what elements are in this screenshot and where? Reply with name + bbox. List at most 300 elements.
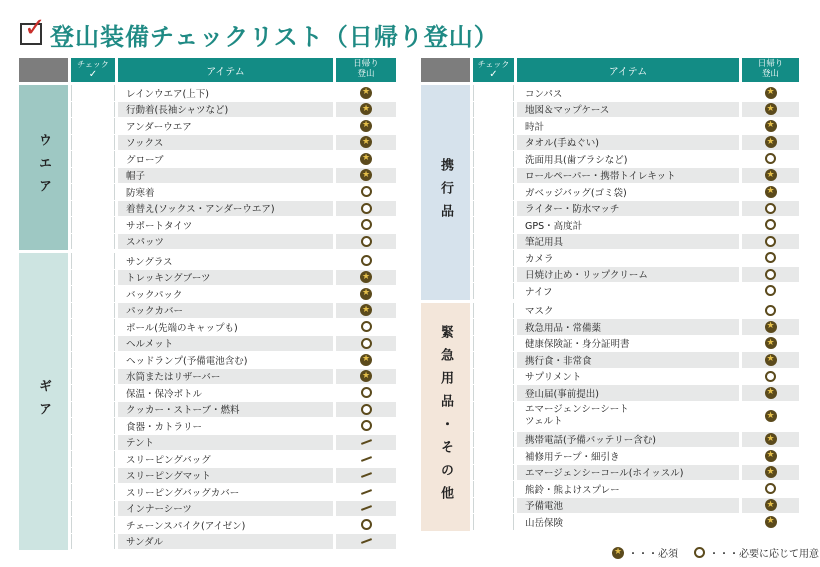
item-name: 着替え(ソックス・アンダーウエア) — [118, 201, 333, 217]
table-row — [470, 336, 799, 353]
right-header-row — [421, 58, 799, 82]
item-name: 洗面用具(歯ブラシなど) — [517, 151, 739, 167]
ring-icon — [361, 186, 372, 197]
item-name: 携帯電話(予備バッテリー含む) — [517, 432, 739, 448]
table-row — [68, 286, 396, 303]
check-cell[interactable] — [473, 385, 514, 401]
item-name: クッカー・ストーブ・燃料 — [118, 402, 333, 418]
ring-icon — [361, 236, 372, 247]
ring-icon — [361, 203, 372, 214]
day-trip-mark-cell — [336, 201, 396, 217]
check-cell[interactable] — [71, 534, 115, 550]
day-trip-mark-cell — [336, 385, 396, 401]
day-trip-mark-cell — [742, 201, 799, 217]
star-icon: ★ — [766, 120, 775, 131]
header-day-label-2: 登山 — [761, 69, 779, 79]
day-trip-mark-cell — [742, 369, 799, 385]
header-category-cell — [421, 58, 470, 82]
table-row — [470, 184, 799, 201]
header-check-cell — [71, 58, 115, 82]
item-name: ライター・防水マッチ — [517, 201, 739, 217]
ring-icon — [765, 203, 776, 214]
day-trip-mark-cell — [336, 517, 396, 533]
check-cell[interactable] — [71, 451, 115, 467]
section-emergency — [421, 303, 799, 531]
check-cell[interactable] — [71, 468, 115, 484]
check-cell[interactable] — [71, 151, 115, 167]
star-icon: ★ — [766, 136, 775, 147]
day-trip-mark-cell — [742, 432, 799, 448]
table-row — [470, 498, 799, 515]
day-trip-mark-cell — [336, 151, 396, 167]
check-cell[interactable] — [71, 270, 115, 286]
item-name: カメラ — [517, 250, 739, 266]
table-row — [68, 118, 396, 135]
check-cell[interactable] — [71, 118, 115, 134]
page-title: 登山装備チェックリスト（日帰り登山） — [50, 22, 499, 51]
category-gear: ギア — [19, 253, 68, 550]
page-title-area — [20, 13, 499, 52]
table-row — [68, 468, 396, 485]
table-row — [68, 234, 396, 251]
item-name: マスク — [517, 303, 739, 319]
item-name: レインウエア(上下) — [118, 85, 333, 101]
item-name: 筆記用具 — [517, 234, 739, 250]
dash-icon — [360, 456, 371, 462]
check-cell[interactable] — [473, 267, 514, 283]
day-trip-mark-cell — [336, 270, 396, 286]
day-trip-mark-cell — [742, 168, 799, 184]
table-row — [470, 514, 799, 531]
header-item-cell: アイテム — [118, 58, 333, 82]
day-trip-mark-cell — [336, 85, 396, 101]
table-row — [470, 303, 799, 320]
day-trip-mark-cell — [742, 217, 799, 233]
table-row — [68, 451, 396, 468]
item-name: 地図＆マップケース — [517, 102, 739, 118]
check-cell[interactable] — [71, 201, 115, 217]
table-row — [470, 85, 799, 102]
item-name: ナイフ — [517, 283, 739, 299]
left-table — [19, 58, 400, 550]
item-name: チェーンスパイク(アイゼン) — [118, 517, 333, 533]
item-name: 熊鈴・熊よけスプレー — [517, 481, 739, 497]
check-cell[interactable] — [473, 217, 514, 233]
item-name: スパッツ — [118, 234, 333, 250]
day-trip-mark-cell — [742, 481, 799, 497]
gear-rows — [68, 253, 396, 550]
table-row — [68, 253, 396, 270]
category-emergency: 緊急用品・その他 — [421, 303, 470, 531]
item-name: ガベッジバッグ(ゴミ袋) — [517, 184, 739, 200]
table-row — [68, 352, 396, 369]
table-row — [68, 484, 396, 501]
day-trip-mark-cell — [742, 336, 799, 352]
category-wear: ウエア — [19, 85, 68, 250]
header-item-cell: アイテム — [517, 58, 739, 82]
table-row — [68, 270, 396, 287]
check-cell[interactable] — [473, 250, 514, 266]
check-cell[interactable] — [473, 369, 514, 385]
item-name: インナーシーツ — [118, 501, 333, 517]
star-icon: ★ — [613, 547, 623, 557]
table-row — [68, 534, 396, 551]
dash-icon — [360, 472, 371, 478]
item-name: サンダル — [118, 534, 333, 550]
item-name: トレッキングブーツ — [118, 270, 333, 286]
table-row — [68, 184, 396, 201]
table-row — [470, 267, 799, 284]
category-carry: 携行品 — [421, 85, 470, 300]
check-cell[interactable] — [71, 85, 115, 101]
check-cell[interactable] — [473, 448, 514, 464]
star-icon: ★ — [361, 304, 371, 315]
day-trip-mark-cell — [742, 85, 799, 101]
table-row — [68, 201, 396, 218]
item-name: 時計 — [517, 118, 739, 134]
section-carry — [421, 85, 799, 300]
star-icon: ★ — [766, 410, 775, 421]
table-row — [470, 385, 799, 402]
item-name: 登山届(事前提出) — [517, 385, 739, 401]
star-icon: ★ — [766, 466, 775, 477]
check-cell[interactable] — [71, 102, 115, 118]
ring-icon — [765, 483, 776, 494]
item-name: タオル(手ぬぐい) — [517, 135, 739, 151]
star-icon: ★ — [361, 120, 371, 131]
item-name: 日焼け止め・リップクリーム — [517, 267, 739, 283]
table-row — [470, 369, 799, 386]
table-row — [470, 168, 799, 185]
ring-icon — [765, 269, 776, 280]
day-trip-mark-cell — [336, 217, 396, 233]
table-row — [68, 85, 396, 102]
check-cell[interactable] — [71, 168, 115, 184]
check-cell[interactable] — [473, 118, 514, 134]
item-name: コンパス — [517, 85, 739, 101]
item-name: パックカバー — [118, 303, 333, 319]
check-cell[interactable] — [71, 517, 115, 533]
day-trip-mark-cell — [336, 184, 396, 200]
legend-optional: ・・・必要に応じて用意 — [709, 549, 819, 560]
table-row — [68, 369, 396, 386]
day-trip-mark-cell — [742, 498, 799, 514]
section-gear — [19, 253, 400, 550]
day-trip-mark-cell — [742, 184, 799, 200]
star-icon: ★ — [361, 354, 371, 365]
section-wear — [19, 85, 400, 250]
day-trip-mark-cell — [742, 135, 799, 151]
table-row — [470, 217, 799, 234]
table-row — [470, 102, 799, 119]
header-category-cell — [19, 58, 68, 82]
table-row — [470, 319, 799, 336]
star-icon: ★ — [361, 153, 371, 164]
item-name: 行動着(長袖シャツなど) — [118, 102, 333, 118]
table-row — [470, 432, 799, 449]
ring-icon — [361, 255, 372, 266]
star-icon: ★ — [766, 321, 775, 332]
ring-icon — [694, 547, 705, 558]
table-row — [68, 319, 396, 336]
check-cell[interactable] — [71, 135, 115, 151]
day-trip-mark-cell — [742, 234, 799, 250]
ring-icon — [361, 519, 372, 530]
item-name: 水筒またはリザーバー — [118, 369, 333, 385]
ring-icon — [361, 420, 372, 431]
item-name: ロールペーパー・携帯トイレキット — [517, 168, 739, 184]
check-cell[interactable] — [473, 465, 514, 481]
day-trip-mark-cell — [336, 435, 396, 451]
day-trip-mark-cell — [336, 168, 396, 184]
header-check-cell — [473, 58, 514, 82]
header-check-mark: ✓ — [88, 68, 98, 80]
right-table — [421, 58, 799, 531]
legend — [612, 545, 819, 560]
check-cell[interactable] — [473, 336, 514, 352]
check-cell[interactable] — [473, 319, 514, 335]
table-row — [68, 135, 396, 152]
table-row — [68, 501, 396, 518]
item-name: GPS・高度計 — [517, 217, 739, 233]
check-cell[interactable] — [71, 385, 115, 401]
item-name: 保温・保冷ボトル — [118, 385, 333, 401]
table-row — [470, 118, 799, 135]
table-row — [68, 102, 396, 119]
check-cell[interactable] — [71, 369, 115, 385]
star-icon: ★ — [766, 354, 775, 365]
check-cell[interactable] — [71, 352, 115, 368]
day-trip-mark-cell — [742, 352, 799, 368]
day-trip-mark-cell — [336, 102, 396, 118]
check-cell[interactable] — [71, 484, 115, 500]
check-cell[interactable] — [71, 319, 115, 335]
table-row — [470, 448, 799, 465]
ring-icon — [765, 305, 776, 316]
star-icon: ★ — [766, 186, 775, 197]
dash-icon — [360, 505, 371, 511]
header-day-label-1: 日帰り — [757, 59, 784, 70]
check-cell[interactable] — [71, 303, 115, 319]
ring-icon — [765, 219, 776, 230]
check-cell[interactable] — [473, 352, 514, 368]
check-cell[interactable] — [473, 514, 514, 530]
header-check-label: チェック — [477, 60, 510, 70]
ring-icon — [361, 219, 372, 230]
day-trip-mark-cell — [336, 253, 396, 269]
day-trip-mark-cell — [336, 534, 396, 550]
table-row — [68, 385, 396, 402]
item-name: 携行食・非常食 — [517, 352, 739, 368]
table-row — [470, 250, 799, 267]
check-cell[interactable] — [473, 151, 514, 167]
check-cell[interactable] — [473, 303, 514, 319]
day-trip-mark-cell — [336, 303, 396, 319]
table-row — [68, 435, 396, 452]
star-icon: ★ — [361, 288, 371, 299]
check-cell[interactable] — [71, 184, 115, 200]
check-cell[interactable] — [473, 481, 514, 497]
day-trip-mark-cell — [336, 135, 396, 151]
item-name: 補修用テープ・細引き — [517, 448, 739, 464]
legend-required: ・・・必須 — [628, 549, 678, 560]
item-name: ヘッドランプ(予備電池含む) — [118, 352, 333, 368]
item-name: スリーピングバッグカバー — [118, 484, 333, 500]
star-icon: ★ — [766, 450, 775, 461]
check-cell[interactable] — [473, 85, 514, 101]
table-row — [68, 402, 396, 419]
star-icon: ★ — [766, 433, 775, 444]
ring-icon — [765, 252, 776, 263]
day-trip-mark-cell — [336, 369, 396, 385]
item-name: 予備電池 — [517, 498, 739, 514]
check-cell[interactable] — [473, 283, 514, 299]
check-cell[interactable] — [473, 402, 514, 431]
check-cell[interactable] — [71, 418, 115, 434]
table-row — [470, 234, 799, 251]
ring-icon — [361, 338, 372, 349]
item-name: バックパック — [118, 286, 333, 302]
star-icon: ★ — [766, 516, 775, 527]
day-trip-mark-cell — [336, 468, 396, 484]
item-name: スリーピングバッグ — [118, 451, 333, 467]
day-trip-mark-cell — [742, 465, 799, 481]
day-trip-mark-cell — [336, 336, 396, 352]
table-row — [470, 201, 799, 218]
ring-icon — [765, 236, 776, 247]
table-row — [68, 168, 396, 185]
ring-icon — [361, 321, 372, 332]
item-name: 救急用品・常備薬 — [517, 319, 739, 335]
item-name: ポール(先端のキャップも) — [118, 319, 333, 335]
check-cell[interactable] — [71, 286, 115, 302]
day-trip-mark-cell — [336, 319, 396, 335]
item-name: サングラス — [118, 253, 333, 269]
header-day-cell — [336, 58, 396, 82]
emergency-rows — [470, 303, 799, 531]
star-icon: ★ — [766, 499, 775, 510]
header-check-mark: ✓ — [489, 68, 498, 80]
day-trip-mark-cell — [742, 250, 799, 266]
item-name: エマージェンシーコール(ホイッスル) — [517, 465, 739, 481]
dash-icon — [360, 439, 371, 445]
item-name: サプリメント — [517, 369, 739, 385]
star-icon: ★ — [766, 169, 775, 180]
day-trip-mark-cell — [336, 402, 396, 418]
day-trip-mark-cell — [336, 118, 396, 134]
table-row — [68, 336, 396, 353]
ring-icon — [765, 371, 776, 382]
table-row — [470, 402, 799, 432]
star-icon: ★ — [361, 136, 371, 147]
checkbox-icon: ✓ — [20, 23, 42, 45]
star-icon: ★ — [361, 370, 371, 381]
check-cell[interactable] — [473, 432, 514, 448]
item-name: テント — [118, 435, 333, 451]
header-day-cell — [742, 58, 799, 82]
star-icon: ★ — [766, 337, 775, 348]
day-trip-mark-cell — [336, 418, 396, 434]
check-cell[interactable] — [71, 217, 115, 233]
table-row — [68, 418, 396, 435]
item-name: エマージェンシーシート ツェルト — [517, 402, 739, 431]
item-name: グローブ — [118, 151, 333, 167]
day-trip-mark-cell — [336, 234, 396, 250]
table-row — [470, 151, 799, 168]
day-trip-mark-cell — [742, 514, 799, 530]
star-icon: ★ — [766, 87, 775, 98]
item-name: 食器・カトラリー — [118, 418, 333, 434]
left-header-row — [19, 58, 400, 82]
item-name: アンダーウエア — [118, 118, 333, 134]
day-trip-mark-cell — [742, 303, 799, 319]
day-trip-mark-cell — [742, 385, 799, 401]
check-cell[interactable] — [473, 102, 514, 118]
check-cell[interactable] — [71, 253, 115, 269]
ring-icon — [765, 153, 776, 164]
check-cell[interactable] — [71, 501, 115, 517]
header-check-label: チェック — [77, 60, 109, 70]
day-trip-mark-cell — [742, 267, 799, 283]
item-name: ソックス — [118, 135, 333, 151]
day-trip-mark-cell — [742, 319, 799, 335]
item-name: 防寒着 — [118, 184, 333, 200]
day-trip-mark-cell — [336, 451, 396, 467]
table-row — [470, 481, 799, 498]
table-row — [68, 303, 396, 320]
check-cell[interactable] — [71, 435, 115, 451]
star-icon: ★ — [361, 87, 371, 98]
day-trip-mark-cell — [742, 118, 799, 134]
check-cell[interactable] — [473, 168, 514, 184]
header-day-label-1: 日帰り — [353, 59, 379, 70]
day-trip-mark-cell — [742, 402, 799, 431]
day-trip-mark-cell — [336, 484, 396, 500]
check-cell[interactable] — [71, 234, 115, 250]
table-row — [68, 217, 396, 234]
header-day-label-2: 登山 — [357, 69, 375, 79]
ring-icon — [361, 387, 372, 398]
check-cell[interactable] — [473, 201, 514, 217]
table-row — [68, 151, 396, 168]
day-trip-mark-cell — [336, 286, 396, 302]
day-trip-mark-cell — [742, 448, 799, 464]
carry-rows — [470, 85, 799, 300]
star-icon: ★ — [766, 387, 775, 398]
table-row — [470, 465, 799, 482]
check-cell[interactable] — [473, 498, 514, 514]
table-row — [68, 517, 396, 534]
check-cell[interactable] — [473, 135, 514, 151]
check-cell[interactable] — [71, 336, 115, 352]
dash-icon — [360, 538, 371, 544]
dash-icon — [360, 489, 371, 495]
check-cell[interactable] — [473, 234, 514, 250]
item-name: ヘルメット — [118, 336, 333, 352]
star-icon: ★ — [361, 271, 371, 282]
day-trip-mark-cell — [336, 501, 396, 517]
day-trip-mark-cell — [336, 352, 396, 368]
item-name: 帽子 — [118, 168, 333, 184]
day-trip-mark-cell — [742, 102, 799, 118]
check-cell[interactable] — [71, 402, 115, 418]
star-icon: ★ — [766, 103, 775, 114]
star-icon: ★ — [361, 169, 371, 180]
ring-icon — [361, 404, 372, 415]
item-name: サポートタイツ — [118, 217, 333, 233]
day-trip-mark-cell — [742, 283, 799, 299]
check-cell[interactable] — [473, 184, 514, 200]
